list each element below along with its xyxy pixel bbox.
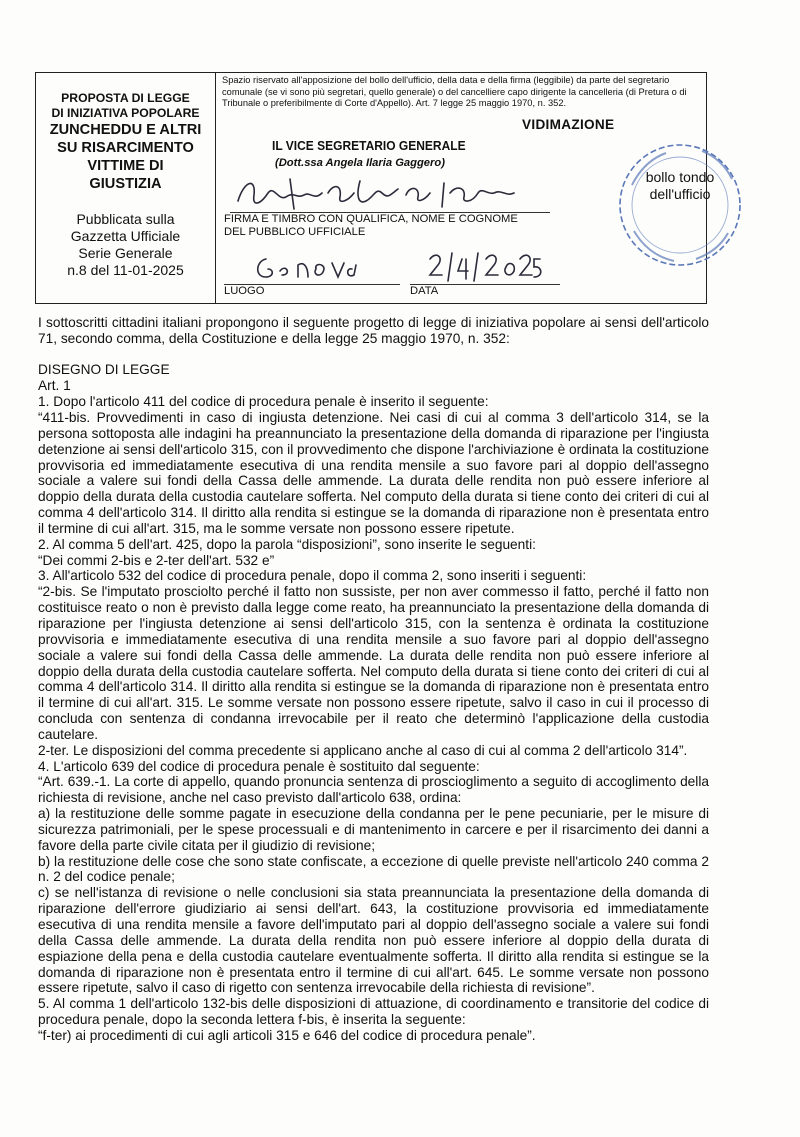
article-heading: Art. 1 — [38, 378, 71, 394]
document-body — [38, 315, 709, 1044]
proposal-panel — [36, 73, 216, 303]
reserved-space-note: Spazio riservato all'apposizione del bollo dell'ufficio, della data e della firma (leggibile) da parte del segretario comunale (se vi sono più segretari, quello generale) o del cancelliere capo dirigente la cancelleria (di Pretura o di Tribunale o preferibilmente di Corte d'Appello). Art. 7 legge 25 maggio 1970, n. 352. — [222, 75, 687, 109]
paragraph: “Art. 639.-1. La corte di appello, quando pronuncia sentenza di proscioglimento a seguito di accoglimento della richiesta di revisione, anche nel caso previsto dall'articolo 638, ordina: — [38, 774, 709, 806]
publication-line: Pubblicata sulla — [76, 211, 175, 227]
publication-line: Gazzetta Ufficiale — [70, 228, 181, 244]
paragraph: “2-bis. Se l'imputato prosciolto perché il fatto non sussiste, per non aver commesso il fatto, perché il fatto non costituisce reato o non è previsto dalla legge come reato, ha preannunciato la presentazione della domanda di riparazione per l'ingiusta detenzione ai sensi dell'articolo 315, con la sentenza è ordinata la costituzione provvisoria e immediatamente esecutiva di una rendita mensile a suo favore pari al doppio dell'assegno sociale a valere sui fondi della Cassa delle ammende. La durata delle rendita non può essere inferiore al doppio della durata della custodia cautelare sofferta. Nel computo della durata si tiene conto dei criteri di cui al comma 4 dell'articolo 314. Il diritto alla rendita si estingue se la domanda di riparazione non è presentata entro il termine di cui all'art. 315. Le somme versate non possono essere ripetute, salvo il caso in cui il processo di concluda con sentenza di condanna irrevocabile per il reato che determinò l'applicazione della custodia cautelare. — [38, 584, 709, 742]
publication-line: n.8 del 11-01-2025 — [67, 262, 184, 278]
signature-caption — [224, 213, 604, 239]
stamp-text — [614, 169, 746, 203]
proposal-title-line: DI INIZIATIVA POPOLARE — [51, 106, 200, 120]
paragraph: 5. Al comma 1 dell'articolo 132-bis delle disposizioni di attuazione, di coordinamento e transitorie del codice di procedura penale, dopo la seconda lettera f-bis, è inserita la seguente: — [38, 996, 709, 1028]
paragraph: “411-bis. Provvedimenti in caso di ingiusta detenzione. Nei casi di cui al comma 3 dell'articolo 314, se la persona sottoposta alle indagini ha preannunciato la presentazione della domanda di riparazione per l'ingiusta detenzione ai sensi dell'articolo 315, con il provvedimento che dispone l'archiviazione è ordinata la costituzione provvisoria ed immediatamente esecutiva di una rendita mensile a suo favore pari al doppio dell'assegno sociale a valere sui fondi della Cassa delle ammende. La durata delle rendita non può essere inferiore al doppio della durata della custodia cautelare sofferta. Nel computo della durata si tiene conto dei criteri di cui al comma 4 dell'articolo 314. Il diritto alla rendita si estingue se la domanda di riparazione non è presentata entro il termine di cui all'art. 315, ma le somme versate non possono essere ripetute. — [38, 410, 709, 536]
proposal-title-line: ZUNCHEDDU E ALTRI — [49, 122, 202, 138]
paragraph: 1. Dopo l'articolo 411 del codice di procedura penale è inserito il seguente: — [38, 394, 489, 410]
paragraph: 2. Al comma 5 dell'art. 425, dopo la parola “disposizioni”, sono inserite le seguenti: — [38, 536, 536, 552]
paragraph: 2-ter. Le disposizioni del comma precedente si applicano anche al caso di cui al comma 2 dell'articolo 314”. — [38, 742, 688, 758]
stamp-text-line: bollo tondo — [645, 169, 715, 185]
publication-line: Serie Generale — [78, 245, 173, 261]
official-title: IL VICE SEGRETARIO GENERALE — [272, 138, 466, 154]
date-label: DATA — [410, 285, 439, 297]
proposal-title-line: PROPOSTA DI LEGGE — [61, 91, 190, 105]
proposal-title-line: SU RISARCIMENTO — [57, 140, 194, 156]
paragraph: a) la restituzione delle somme pagate in esecuzione della condanna per le pene pecuniarie, per le misure di sicurezza patrimoniali, per le spese processuali e di mantenimento in carcere e per il risarcimento dei danni a favore della parte civile citata per il giudizio di revisione; — [38, 806, 709, 853]
paragraph: b) la restituzione delle cose che sono state confiscate, a eccezione di quelle previste nell'articolo 240 comma 2 n. 2 del codice penale; — [38, 853, 709, 885]
paragraph: 4. L'articolo 639 del codice di procedura penale è sostituito dal seguente: — [38, 758, 480, 774]
office-stamp-icon — [614, 139, 746, 271]
publication-info — [36, 211, 215, 279]
paragraph: c) se nell'istanza di revisione o nelle conclusioni sia stata preannunciata la presentazione della domanda di riparazione dell'errore giudiziario ai sensi dell'art. 643, la costituzione provvisoria ed immediatamente esecutiva di una rendita mensile a favore dell'imputato pari al doppio dell'assegno sociale a valere sui fondi della Cassa delle ammende. La durata della rendita non può essere inferiore al doppio della durata di espiazione della pena e della custodia cautelare eventualmente sofferta. Il diritto alla rendita si estingue se la domanda di riparazione non è presentata entro il termine di cui all'art. 645. Le somme versate non possono essere ripetute, salvo il caso di rigetto con sentenza irrevocabile della richiesta di revisione”. — [38, 885, 709, 996]
proposal-title — [36, 91, 215, 193]
signature-caption-line: FIRMA E TIMBRO CON QUALIFICA, NOME E COGNOME — [224, 213, 518, 225]
validation-panel — [216, 73, 715, 303]
paragraph: “f-ter) ai procedimenti di cui agli articoli 315 e 646 del codice di procedura penale”. — [38, 1027, 536, 1043]
stamp-text-line: dell'ufficio — [649, 186, 711, 202]
intro-paragraph: I sottoscritti cittadini italiani propongono il seguente progetto di legge di iniziativa popolare ai sensi dell'articolo 71, secondo comma, della Costituzione e della legge 25 maggio 1970, n. 352: — [38, 315, 709, 346]
vidimazione-heading: VIDIMAZIONE — [522, 117, 615, 132]
proposal-title-line: VITTIME DI — [87, 158, 164, 174]
paragraph: “Dei commi 2-bis e 2-ter dell'art. 532 e” — [38, 552, 275, 568]
official-name: (Dott.ssa Angela Ilaria Gaggero) — [275, 157, 445, 169]
signature-caption-line: DEL PUBBLICO UFFICIALE — [224, 226, 366, 238]
place-label: LUOGO — [224, 285, 265, 297]
proposal-title-line: GIUSTIZIA — [89, 176, 162, 192]
header-box — [35, 72, 715, 304]
handwritten-signature — [230, 171, 530, 215]
law-heading: DISEGNO DI LEGGE — [38, 362, 170, 378]
paragraph: 3. All'articolo 532 del codice di procedura penale, dopo il comma 2, sono inseriti i seguenti: — [38, 568, 587, 584]
handwritten-place — [252, 249, 362, 283]
handwritten-date — [426, 249, 546, 283]
